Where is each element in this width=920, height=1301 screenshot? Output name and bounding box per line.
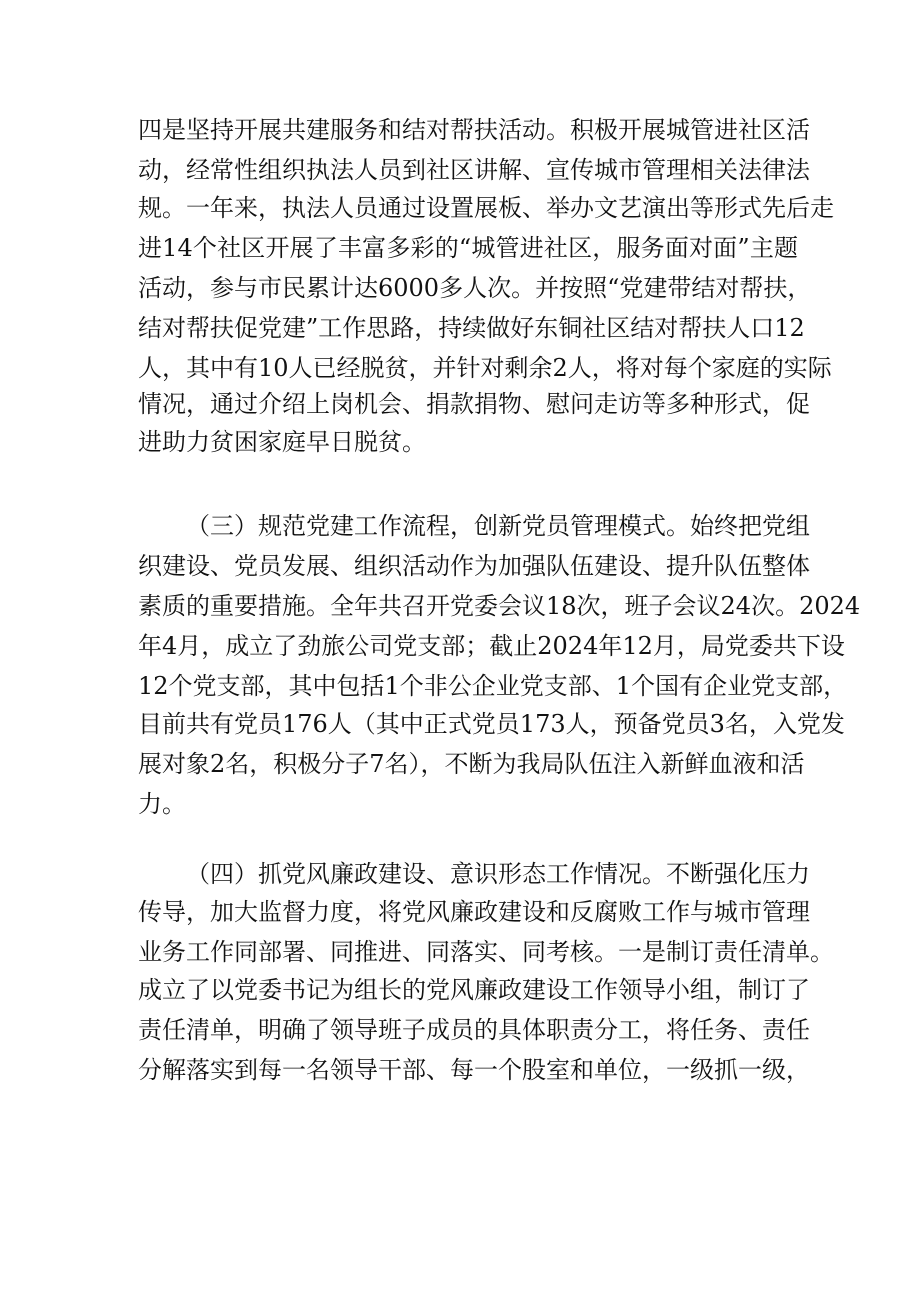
text-line: （三）规范党建工作流程，创新党员管理模式。始终把党组 <box>186 512 810 540</box>
text-line: 进助力贫困家庭早日脱贫。 <box>138 428 426 456</box>
text-line: 成立了以党委书记为组长的党风廉政建设工作领导小组，制订了 <box>138 976 810 1004</box>
text-line: 人，其中有10人已经脱贫，并针对剩余2人，将对每个家庭的实际 <box>138 354 832 382</box>
text-line: 素质的重要措施。全年共召开党委会议18次，班子会议24次。2024 <box>138 592 861 620</box>
text-line: 进14个社区开展了丰富多彩的“城管进社区，服务面对面”主题 <box>138 234 798 262</box>
text-line: 责任清单，明确了领导班子成员的具体职责分工，将任务、责任 <box>138 1016 810 1044</box>
text-line: 四是坚持开展共建服务和结对帮扶活动。积极开展城管进社区活 <box>138 116 810 144</box>
text-line: 规。一年来，执法人员通过设置展板、举办文艺演出等形式先后走 <box>138 194 834 222</box>
text-line: （四）抓党风廉政建设、意识形态工作情况。不断强化压力 <box>186 860 810 888</box>
text-line: 展对象2名，积极分子7名），不断为我局队伍注入新鲜血液和活 <box>138 750 805 778</box>
text-line: 活动，参与市民累计达6000多人次。并按照“党建带结对帮扶， <box>138 274 812 302</box>
text-line: 分解落实到每一名领导干部、每一个股室和单位，一级抓一级， <box>138 1056 810 1084</box>
text-line: 12个党支部，其中包括1个非公企业党支部、1个国有企业党支部， <box>138 672 848 700</box>
text-line: 动，经常性组织执法人员到社区讲解、宣传城市管理相关法律法 <box>138 156 810 184</box>
text-line: 业务工作同部署、同推进、同落实、同考核。一是制订责任清单。 <box>138 938 834 966</box>
text-line: 目前共有党员176人（其中正式党员173人，预备党员3名，入党发 <box>138 710 845 738</box>
text-line: 织建设、党员发展、组织活动作为加强队伍建设、提升队伍整体 <box>138 552 810 580</box>
text-line: 年4月，成立了劲旅公司党支部；截止2024年12月，局党委共下设 <box>138 632 845 660</box>
text-line: 力。 <box>138 790 186 818</box>
text-line: 情况，通过介绍上岗机会、捐款捐物、慰问走访等多种形式，促 <box>138 390 810 418</box>
text-line: 传导，加大监督力度，将党风廉政建设和反腐败工作与城市管理 <box>138 898 810 926</box>
text-line: 结对帮扶促党建”工作思路，持续做好东铜社区结对帮扶人口12 <box>138 314 805 342</box>
